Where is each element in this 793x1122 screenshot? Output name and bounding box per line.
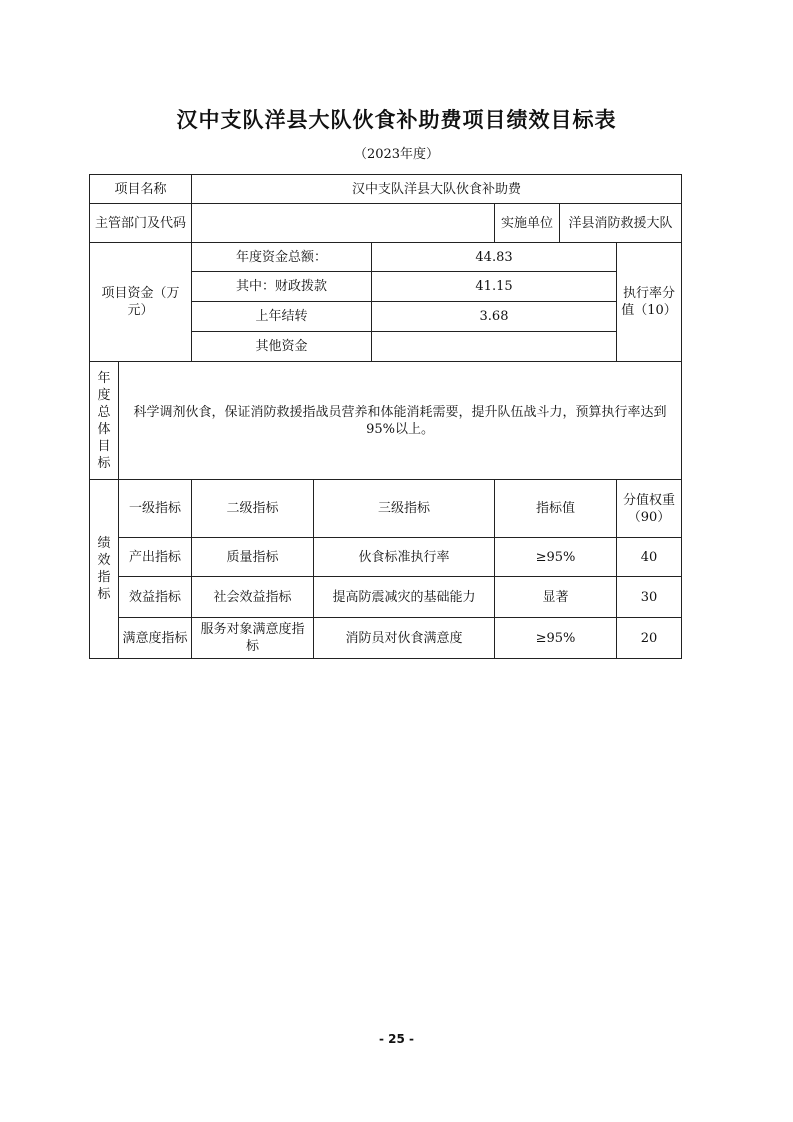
indicator-level1: 效益指标: [119, 577, 192, 618]
indicator-weight: 20: [617, 618, 682, 659]
header-level2: 二级指标: [192, 480, 314, 538]
fund-item-label: 其他资金: [192, 332, 372, 362]
performance-header-row: [90, 480, 682, 538]
execution-rate-label: 执行率分值（10）: [617, 243, 682, 362]
page-subtitle: （2023年度）: [353, 147, 440, 162]
page-title: 汉中支队洋县大队伙食补助费项目绩效目标表: [176, 108, 617, 132]
fund-item-value: [372, 332, 617, 362]
annual-goal-text: 科学调剂伙食，保证消防救援指战员营养和体能消耗需要，提升队伍战斗力，预算执行率达到95%以上。: [119, 362, 682, 480]
implementing-unit-label: 实施单位: [495, 204, 560, 243]
project-name-row: [90, 175, 682, 204]
implementing-unit-value: 洋县消防救援大队: [560, 204, 682, 243]
department-row: [90, 204, 682, 243]
header-level1: 一级指标: [119, 480, 192, 538]
header-level3: 三级指标: [314, 480, 495, 538]
indicator-value: ≥95%: [495, 618, 617, 659]
fund-item-value: 44.83: [372, 243, 617, 272]
header-weight: 分值权重（90）: [617, 480, 682, 538]
indicator-level1: 满意度指标: [119, 618, 192, 659]
indicator-value: 显著: [495, 577, 617, 618]
performance-target-table: [89, 174, 682, 659]
indicator-level3: 消防员对伙食满意度: [314, 618, 495, 659]
header-indicator-value: 指标值: [495, 480, 617, 538]
fund-item-label: 年度资金总额：: [192, 243, 372, 272]
indicator-row: [90, 538, 682, 577]
fund-item-label: 其中：财政拨款: [192, 272, 372, 302]
page-number: - 25 -: [378, 1032, 414, 1046]
indicator-level2: 质量指标: [192, 538, 314, 577]
indicator-level2: 社会效益指标: [192, 577, 314, 618]
annual-goal-label: 年度总体目标: [90, 362, 119, 480]
indicator-level3: 伙食标准执行率: [314, 538, 495, 577]
department-label: 主管部门及代码: [90, 204, 192, 243]
indicator-level1: 产出指标: [119, 538, 192, 577]
indicator-level3: 提高防震减灾的基础能力: [314, 577, 495, 618]
project-funds-label: 项目资金（万元）: [90, 243, 192, 362]
fund-item-value: 41.15: [372, 272, 617, 302]
indicator-value: ≥95%: [495, 538, 617, 577]
fund-row: [90, 243, 682, 272]
performance-indicators-label: 绩效指标: [90, 480, 119, 659]
annual-goal-row: [90, 362, 682, 480]
project-name-label: 项目名称: [90, 175, 192, 204]
indicator-weight: 30: [617, 577, 682, 618]
indicator-level2: 服务对象满意度指标: [192, 618, 314, 659]
fund-item-label: 上年结转: [192, 302, 372, 332]
indicator-row: [90, 618, 682, 659]
project-name-value: 汉中支队洋县大队伙食补助费: [192, 175, 682, 204]
indicator-weight: 40: [617, 538, 682, 577]
indicator-row: [90, 577, 682, 618]
department-value: [192, 204, 495, 243]
fund-item-value: 3.68: [372, 302, 617, 332]
